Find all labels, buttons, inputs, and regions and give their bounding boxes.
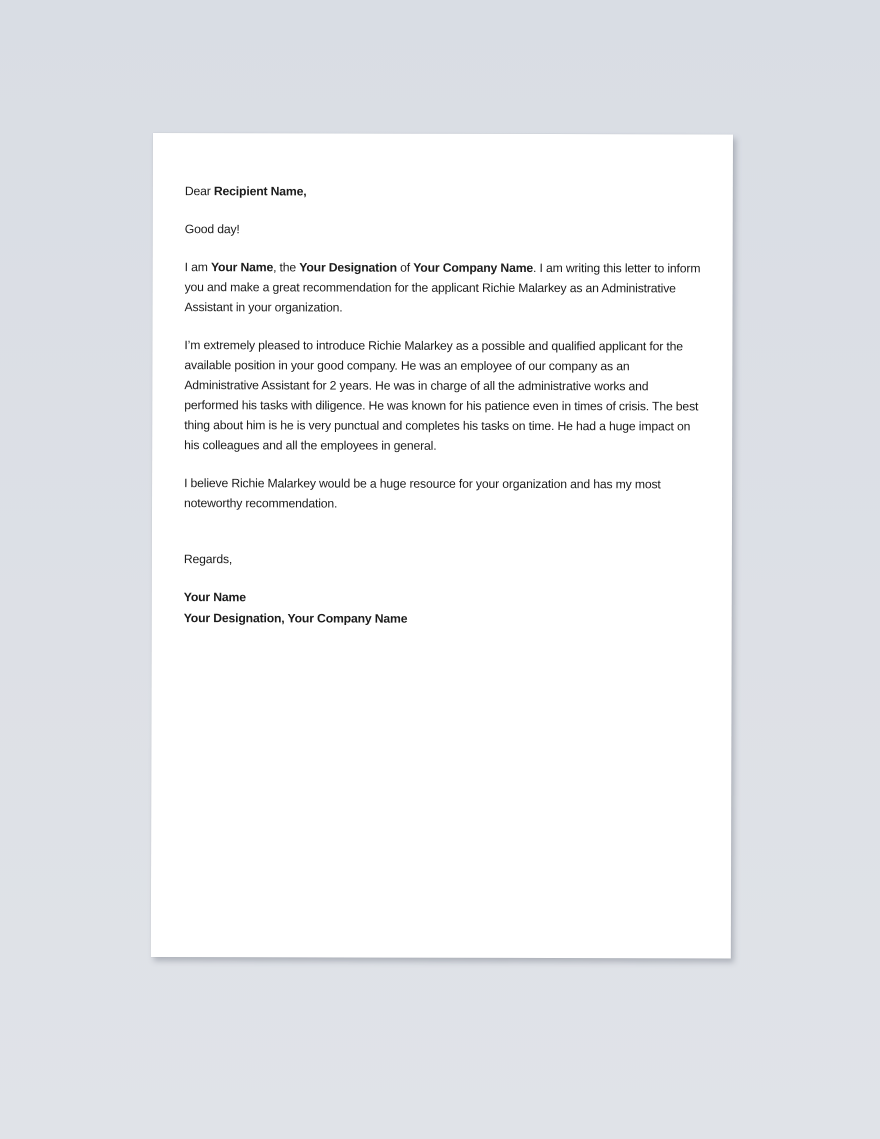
intro-designation: Your Designation xyxy=(299,260,397,275)
intro-company: Your Company Name xyxy=(413,260,534,275)
regards: Regards, xyxy=(183,552,233,567)
intro-text-3: of xyxy=(396,260,414,275)
body-paragraph: I’m extremely pleased to introduce Richie Malarkey as a possible and qualified applicant for the available position in your good company. He was an employee of our company as an Administrative Assistant for 2 years. He was in charge of all the administrative works and performed his tasks with diligence. He was known for his patience even in times of crisis. The best thing about him is he is very punctual and completes his tasks on time. He had a huge impact on his colleagues and all the employees in general. xyxy=(184,338,699,453)
recipient-name: Recipient Name, xyxy=(213,184,307,199)
intro-text-1: I am xyxy=(184,260,212,275)
letter-page xyxy=(151,133,733,959)
intro-text-2: , the xyxy=(273,260,300,275)
signature-title: Your Designation, Your Company Name xyxy=(183,611,408,626)
intro-your-name: Your Name xyxy=(210,260,274,275)
letter-body xyxy=(184,181,705,630)
salutation-prefix: Dear xyxy=(184,184,214,199)
signature-name: Your Name xyxy=(183,590,246,605)
salutation xyxy=(185,181,705,202)
intro-paragraph xyxy=(185,257,705,318)
greeting: Good day! xyxy=(184,222,240,237)
closing-paragraph: I believe Richie Malarkey would be a huge resource for your organization and has my most noteworthy recommendation. xyxy=(184,476,661,511)
intro-text-4: . I am writing this letter to inform you and make a great recommendation for the applicant Richie Malarkey as an Administrative Assistant in your organization. xyxy=(184,260,701,315)
